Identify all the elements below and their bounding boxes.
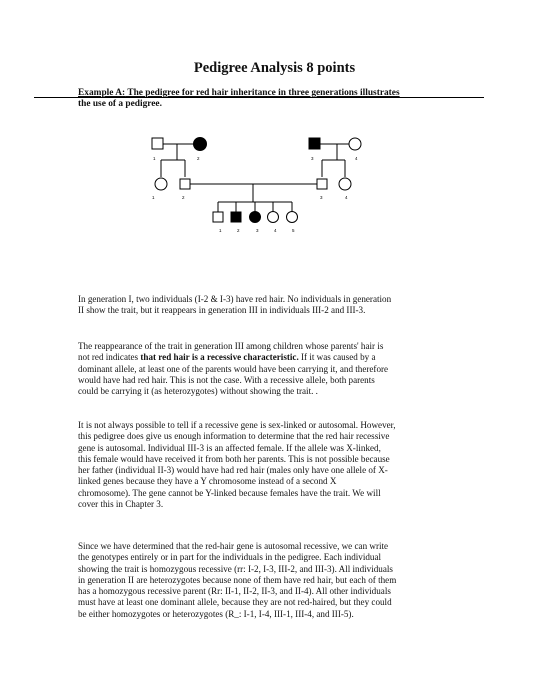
example-caption-line2: the use of a pedigree. bbox=[78, 99, 162, 109]
gen3-individual-4 bbox=[268, 212, 279, 223]
paragraph-4-line: showing the trait is homozygous recessive (rr: I-2, I-3, III-2, and III-3). All individuals bbox=[78, 563, 393, 574]
gen2-individual-3 bbox=[317, 179, 327, 189]
gen1-label-1: 1 bbox=[153, 156, 156, 161]
paragraph-3-line: her father (individual II-3) would have had red hair (males only have one allele of X- bbox=[78, 465, 388, 476]
gen1-individual-4 bbox=[349, 138, 361, 150]
gen2-individual-1 bbox=[155, 178, 167, 190]
paragraph-3-line: this female would have received it from both her parents. This is not possible because bbox=[78, 453, 390, 464]
paragraph-4-line: must have at least one dominant allele, because they are not red-haired, but they could bbox=[78, 597, 392, 608]
paragraph-4-line: be either homozygotes or heterozygotes (R_: I-1, I-4, III-1, III-4, and III-5). bbox=[78, 608, 354, 619]
paragraph-3-line: gene is autosomal. Individual III-3 is an affected female. If the allele was X-linked, bbox=[78, 442, 381, 453]
gen1-label-2: 2 bbox=[197, 156, 200, 161]
paragraph-3 bbox=[78, 420, 474, 510]
paragraph-2 bbox=[78, 341, 474, 397]
gen3-individual-5 bbox=[287, 212, 298, 223]
paragraph-1-line: In generation I, two individuals (I-2 & I-3) have red hair. No individuals in generation bbox=[78, 294, 392, 304]
gen1-individual-1 bbox=[152, 138, 163, 149]
paragraph-3-line: linked genes because they have a Y chromosome instead of a second X bbox=[78, 476, 337, 487]
paragraph-3-line: cover this in Chapter 3. bbox=[78, 499, 164, 510]
gen3-label-1: 1 bbox=[219, 228, 222, 233]
paragraph-1-line: II show the trait, but it reappears in generation III in individuals III-2 and III-3. bbox=[78, 305, 366, 316]
gen1-label-4: 4 bbox=[355, 156, 358, 161]
gen1-individual-3 bbox=[309, 138, 320, 149]
paragraph-3-line: chromosome). The gene cannot be Y-linked because females have the trait. We will bbox=[78, 487, 381, 498]
gen3-label-4: 4 bbox=[274, 228, 277, 233]
paragraph-1 bbox=[78, 294, 474, 317]
gen2-individual-2 bbox=[180, 179, 190, 189]
gen2-label-3: 3 bbox=[320, 195, 323, 200]
gen3-label-2: 2 bbox=[237, 228, 240, 233]
gen3-individual-3 bbox=[250, 212, 261, 223]
example-caption-line1: The pedigree for red hair inheritance in three generations illustrates bbox=[125, 88, 400, 98]
paragraph-3-line: this pedigree does give us enough information to determine that the red hair recessive bbox=[78, 431, 390, 442]
paragraph-2-line: The reappearance of the trait in generation III among children whose parents' hair is bbox=[78, 341, 384, 351]
paragraph-4-line: has a homozygous recessive parent (Rr: II-1, II-2, II-3, and II-4). All other individuals bbox=[78, 586, 391, 597]
gen3-label-5: 5 bbox=[292, 228, 295, 233]
gen2-label-4: 4 bbox=[345, 195, 348, 200]
paragraph-2-line: not red indicates that red hair is a recessive characteristic. If it was caused by a bbox=[78, 352, 376, 363]
gen3-label-3: 3 bbox=[256, 228, 259, 233]
paragraph-2-line: would have had red hair. This is not the case. With a recessive allele, both parents bbox=[78, 374, 375, 385]
gen2-individual-4 bbox=[339, 178, 351, 190]
page-title: Pedigree Analysis 8 points bbox=[193, 60, 356, 76]
pedigree-chart bbox=[0, 0, 549, 240]
gen1-label-3: 3 bbox=[311, 156, 314, 161]
paragraph-4 bbox=[78, 541, 474, 620]
example-label: Example A: bbox=[78, 88, 126, 98]
key-conclusion: that red hair is a recessive characteristic. bbox=[140, 352, 299, 363]
gen2-label-1: 1 bbox=[152, 195, 155, 200]
paragraph-2-line: could be carrying it (as heterozygotes) without showing the trait. . bbox=[78, 386, 318, 397]
gen1-individual-2 bbox=[194, 138, 207, 151]
paragraph-4-line: Since we have determined that the red-hair gene is autosomal recessive, we can write bbox=[78, 541, 389, 551]
paragraph-2-line: dominant allele, at least one of the parents would have been carrying it, and therefore bbox=[78, 363, 389, 374]
gen3-individual-1 bbox=[213, 212, 223, 222]
gen3-individual-2 bbox=[231, 212, 241, 222]
paragraph-4-line: in generation II are heterozygotes because none of them have red hair, but each of them bbox=[78, 574, 397, 585]
paragraph-4-line: the genotypes entirely or in part for the individuals in the pedigree. Each individual bbox=[78, 552, 382, 563]
paragraph-3-line: It is not always possible to tell if a recessive gene is sex-linked or autosomal. However, bbox=[78, 420, 396, 430]
gen2-label-2: 2 bbox=[182, 195, 185, 200]
